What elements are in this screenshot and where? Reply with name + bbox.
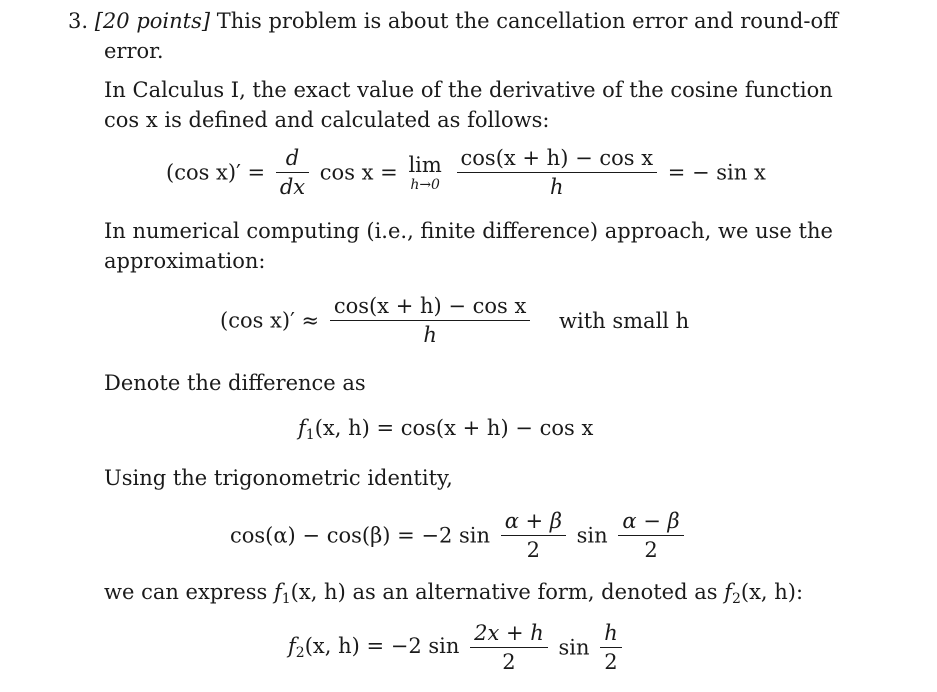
para5-f1-sub: 1 [281, 591, 291, 607]
eq1-frac-main [457, 145, 658, 200]
eq1-cos-x: cos x = [319, 160, 398, 185]
eq5-den2: 2 [604, 650, 618, 675]
eq2-den: h [423, 323, 437, 348]
eq2-lhs: (cos x)′ ≈ [220, 308, 320, 333]
para1-math: cos x [104, 108, 158, 132]
para1-line2 [104, 105, 549, 135]
eq1-lhs: (cos x)′ = [166, 160, 266, 185]
para5-mid: as an alternative form, denoted as [345, 580, 725, 604]
eq1-frac-d-num: d [285, 146, 300, 170]
equation-approximation [220, 293, 689, 348]
eq4-lhs: cos(α) − cos(β) = −2 sin [230, 523, 490, 548]
eq1-frac-d-den: dx [279, 175, 306, 200]
eq3-f: f [298, 416, 306, 440]
para5-f2: f [724, 580, 732, 604]
para1-line1: In Calculus I, the exact value of the derivative of the cosine function [104, 78, 833, 102]
eq5-den1: 2 [502, 650, 516, 675]
eq5-num1: 2x + h [474, 621, 544, 645]
equation-trig-identity [230, 508, 688, 563]
eq4-den1: 2 [526, 538, 541, 563]
para2-line1: In numerical computing (i.e., finite difference) approach, we use the [104, 219, 833, 243]
problem-points: [20 points] [94, 9, 211, 33]
equation-f2 [288, 620, 626, 675]
para5-f1: f [273, 580, 282, 604]
eq1-frac-d [276, 145, 309, 200]
eq1-lim-sub: h→0 [410, 176, 440, 193]
para5-f1-args: (x, h) [290, 580, 346, 604]
eq5-sub: 2 [295, 645, 305, 662]
eq2-note: with small h [559, 308, 690, 333]
eq4-frac2 [618, 508, 683, 563]
eq1-num: cos(x + h) − cos x [460, 146, 654, 170]
eq4-den2: 2 [644, 538, 658, 563]
eq5-args: (x, h) = −2 sin [304, 634, 460, 659]
eq4-num1: α + β [504, 509, 562, 533]
problem-number: 3. [68, 9, 89, 33]
equation-f1 [298, 416, 593, 443]
eq4-frac1 [501, 508, 566, 563]
eq1-limit [408, 153, 441, 193]
para4: Using the trigonometric identity, [104, 466, 453, 490]
eq4-num2: α − β [622, 509, 680, 533]
para3: Denote the difference as [104, 371, 366, 395]
para5-f2-args: (x, h) [740, 580, 796, 604]
eq4-sin: sin [576, 523, 608, 548]
para1-line2-rest: is defined and calculated as follows: [157, 108, 550, 132]
eq5-sin: sin [558, 635, 590, 660]
eq3-args: (x, h) = cos(x + h) − cos x [314, 416, 594, 440]
eq2-num: cos(x + h) − cos x [333, 294, 527, 318]
problem-title: This problem is about the cancellation error and round-off [216, 9, 839, 33]
eq1-den: h [550, 175, 564, 200]
problem-title-cont: error. [104, 39, 164, 63]
eq5-num2: h [604, 621, 618, 645]
para5-pre: we can express [104, 580, 274, 604]
para5-f2-sub: 2 [731, 591, 741, 607]
eq1-rhs: = − sin x [667, 160, 766, 185]
eq2-frac [330, 293, 531, 348]
equation-derivative-limit [166, 145, 766, 200]
para2-line2: approximation: [104, 249, 266, 273]
eq3-sub: 1 [305, 427, 315, 443]
eq5-f: f [288, 634, 296, 659]
problem-heading [68, 6, 838, 36]
eq5-frac2 [600, 620, 622, 675]
eq5-frac1 [470, 620, 548, 675]
para5-post: : [795, 580, 804, 604]
para5 [104, 577, 803, 614]
eq1-lim-text: lim [408, 152, 442, 177]
eq5-lhs [288, 634, 460, 662]
